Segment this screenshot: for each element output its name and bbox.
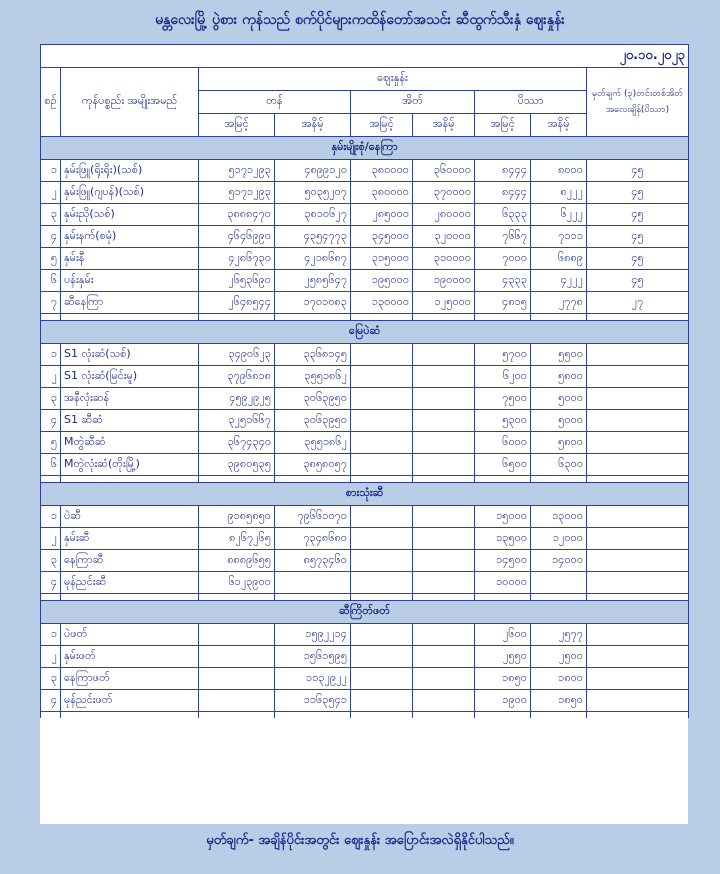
gap-cell <box>275 594 351 601</box>
price-cell: ၁၉၀၀၀၀ <box>413 270 475 292</box>
gap-cell <box>61 712 199 719</box>
item-name: ပဲဖတ် <box>61 624 199 646</box>
price-cell: ၆၂၂၂ <box>531 204 587 226</box>
price-cell: ၁၄၅၀၀ <box>475 550 531 572</box>
price-cell: ၂၈၅၀၀၀ <box>351 204 413 226</box>
gap-cell <box>41 476 61 483</box>
gap-cell <box>413 712 475 719</box>
price-cell: ၃၀၆၃၉၅၀ <box>275 388 351 410</box>
item-name: အနီလုံးဆန် <box>61 388 199 410</box>
table-row <box>41 528 689 550</box>
price-cell: ၅၀၀၀ <box>531 388 587 410</box>
item-name: S1 ဆီဆံ <box>61 410 199 432</box>
remark-cell <box>587 550 689 572</box>
price-cell: ၃၁၀၀၀၀ <box>413 248 475 270</box>
price-cell: ၅၀၃၅၂၀၇ <box>275 182 351 204</box>
price-cell: ၅၅၀၀ <box>531 344 587 366</box>
price-cell: ၁၉၅၀၀၀ <box>351 270 413 292</box>
price-cell: ၈၄၄၄ <box>475 182 531 204</box>
price-cell: ၁၅၉၂၂၁၄ <box>275 624 351 646</box>
remark-cell <box>587 344 689 366</box>
remark-cell: ၄၅ <box>587 204 689 226</box>
price-cell: ၃၈၈၈၄၇၀ <box>199 204 275 226</box>
table-row <box>41 646 689 668</box>
remark-cell: ၄၅ <box>587 248 689 270</box>
price-cell: ၂၅၈၅၆၄၇ <box>275 270 351 292</box>
remark-cell <box>587 690 689 712</box>
gap-cell <box>275 314 351 321</box>
item-name: နေကြာဖတ် <box>61 668 199 690</box>
price-cell: ၈၈၈၉၆၅၅ <box>199 550 275 572</box>
row-number: ၃ <box>41 388 61 410</box>
remark-cell <box>587 506 689 528</box>
item-name: နှမ်းဖတ် <box>61 646 199 668</box>
item-name: Mတွဲလုံးဆံ(တိုးမြို့) <box>61 454 199 476</box>
price-cell: ၇၁၁၁ <box>531 226 587 248</box>
price-cell: ၄၅၉၂၉၂၅ <box>199 388 275 410</box>
gap-cell <box>199 594 275 601</box>
price-cell <box>413 366 475 388</box>
price-cell: ၂၆၄၈၅၄၄ <box>199 292 275 314</box>
section-gap <box>41 476 689 483</box>
price-cell: ၃၈၀၀၀၀ <box>351 182 413 204</box>
report-date: ၂၀.၁၀.၂၀၂၃ <box>41 45 689 68</box>
item-name: ပဲဆီ <box>61 506 199 528</box>
price-cell: ၃၂၀၀၀၀ <box>413 226 475 248</box>
remark-cell: ၂၇ <box>587 292 689 314</box>
price-cell <box>351 410 413 432</box>
header-remark: မှတ်ချက် (၃)တင်းတစ်အိတ် အလေးချိန်(ပိဿာ) <box>587 68 689 137</box>
row-number: ၄ <box>41 410 61 432</box>
price-cell <box>275 572 351 594</box>
section-gap <box>41 594 689 601</box>
price-cell <box>413 454 475 476</box>
header-item: ကုန်ပစ္စည်း အမျိုးအမည် <box>61 68 199 137</box>
header-low: အနိမ့် <box>531 114 587 137</box>
price-cell: ၅၁၇၁၂၉၃ <box>199 182 275 204</box>
row-number: ၄ <box>41 572 61 594</box>
price-cell: ၄၂၂၂ <box>531 270 587 292</box>
price-cell <box>351 690 413 712</box>
price-cell: ၄၃၃၃ <box>475 270 531 292</box>
header-high: အမြင့် <box>475 114 531 137</box>
price-cell <box>351 646 413 668</box>
header-high: အမြင့် <box>199 114 275 137</box>
gap-cell <box>41 314 61 321</box>
price-cell: ၁၄၀၀၀ <box>531 550 587 572</box>
price-cell: ၁၈၅၀ <box>531 690 587 712</box>
price-cell: ၅၁၇၁၂၉၃ <box>199 160 275 182</box>
table-row <box>41 248 689 270</box>
price-cell <box>199 624 275 646</box>
header-low: အနိမ့် <box>275 114 351 137</box>
price-cell: ၃၅၅၁၈၆၂ <box>275 366 351 388</box>
price-cell: ၁၂၀၀၀ <box>531 528 587 550</box>
gap-cell <box>41 712 61 719</box>
price-cell: ၂၈၀၀၀၀ <box>413 204 475 226</box>
price-cell: ၃၁၅၀၀၀ <box>351 248 413 270</box>
price-cell: ၆၂၀၀ <box>475 366 531 388</box>
table-row <box>41 668 689 690</box>
price-cell: ၃၄၅၀၀၀ <box>351 226 413 248</box>
price-cell: ၁၉၀၀ <box>475 690 531 712</box>
price-cell: ၂၆၀၀ <box>475 624 531 646</box>
remark-cell <box>587 388 689 410</box>
gap-cell <box>531 476 587 483</box>
table-row <box>41 550 689 572</box>
price-cell <box>413 410 475 432</box>
gap-cell <box>199 314 275 321</box>
price-cell: ၈၀၀၀ <box>531 160 587 182</box>
row-number: ၆ <box>41 454 61 476</box>
item-name: နှမ်းဖြူ(ရိုးရိုး)(သစ်) <box>61 160 199 182</box>
price-cell: ၉၁၈၅၈၅၀ <box>199 506 275 528</box>
row-number: ၂ <box>41 182 61 204</box>
table-row <box>41 506 689 528</box>
price-cell: ၆၃၃၃ <box>475 204 531 226</box>
price-cell <box>351 344 413 366</box>
section-title: စားသုံးဆီ <box>41 483 689 506</box>
table-row <box>41 454 689 476</box>
item-name: နှမ်းဖြူ(ဂျပန်)(သစ်) <box>61 182 199 204</box>
price-cell: ၇၉၆၆၁၀၇၀ <box>275 506 351 528</box>
row-number: ၂ <box>41 528 61 550</box>
remark-cell: ၄၅ <box>587 270 689 292</box>
row-number: ၇ <box>41 292 61 314</box>
table-row <box>41 226 689 248</box>
price-cell: ၁၈၅၀ <box>475 668 531 690</box>
row-number: ၆ <box>41 270 61 292</box>
table-row <box>41 344 689 366</box>
remark-cell <box>587 572 689 594</box>
table-row <box>41 182 689 204</box>
gap-cell <box>587 594 689 601</box>
gap-cell <box>275 712 351 719</box>
item-name: နေကြာဆီ <box>61 550 199 572</box>
price-cell: ၁၅၆၁၅၉၅ <box>275 646 351 668</box>
price-cell <box>413 668 475 690</box>
item-name: နှမ်းနီ <box>61 248 199 270</box>
item-name: နှမ်းနက်(စမုံ) <box>61 226 199 248</box>
gap-cell <box>587 712 689 719</box>
price-cell: ၃၇၀၀၀၀ <box>413 182 475 204</box>
price-cell: ၃၅၅၁၈၆၂ <box>275 432 351 454</box>
price-cell <box>199 690 275 712</box>
price-table-container <box>40 44 688 824</box>
price-cell <box>413 388 475 410</box>
price-cell: ၅၈၀၀ <box>531 432 587 454</box>
remark-cell: ၄၅ <box>587 182 689 204</box>
header-tin: အိတ် <box>351 91 475 114</box>
price-cell: ၃၄၉၀၆၂၃ <box>199 344 275 366</box>
gap-cell <box>41 594 61 601</box>
price-cell: ၁၁၆၃၅၄၁ <box>275 690 351 712</box>
gap-cell <box>199 712 275 719</box>
item-name: Mတွဲဆီဆံ <box>61 432 199 454</box>
table-row <box>41 204 689 226</box>
price-cell: ၁၇၀၁၀၈၃ <box>275 292 351 314</box>
gap-cell <box>475 314 531 321</box>
price-cell <box>199 646 275 668</box>
price-cell <box>413 344 475 366</box>
price-cell <box>413 572 475 594</box>
row-number: ၁ <box>41 506 61 528</box>
price-cell: ၃၀၆၃၉၅၀ <box>275 410 351 432</box>
item-name: နှမ်းဆီ <box>61 528 199 550</box>
price-cell <box>413 646 475 668</box>
price-cell: ၄၂၁၈၆၈၇ <box>275 248 351 270</box>
table-row <box>41 160 689 182</box>
price-cell: ၆၀၀၀ <box>475 432 531 454</box>
gap-cell <box>61 476 199 483</box>
row-number: ၃ <box>41 204 61 226</box>
price-cell <box>351 528 413 550</box>
price-cell <box>351 432 413 454</box>
price-cell <box>351 506 413 528</box>
price-cell <box>413 550 475 572</box>
gap-cell <box>351 314 413 321</box>
price-cell: ၇၃၄၈၆၈၀ <box>275 528 351 550</box>
gap-cell <box>199 476 275 483</box>
price-cell: ၃၃၆၈၁၄၅ <box>275 344 351 366</box>
remark-cell <box>587 646 689 668</box>
table-row <box>41 572 689 594</box>
gap-cell <box>351 594 413 601</box>
price-cell <box>413 528 475 550</box>
price-cell: ၆၅၀၀ <box>475 454 531 476</box>
section-header <box>41 321 689 344</box>
price-cell: ၃၆၀၀၀၀ <box>413 160 475 182</box>
page-title: မန္တလေးမြို့ ပွဲစား ကုန်သည် စက်ပိုင်များကထိန်တော်အသင်း ဆီထွက်သီးနှံ ဈေးနှုန်း <box>155 12 565 28</box>
footer-note: မှတ်ချက်- အချိန်ပိုင်းအတွင်း ဈေးနှုန်း အပြောင်းအလဲရှိနိုင်ပါသည်။ <box>206 833 514 848</box>
price-cell <box>351 572 413 594</box>
section-title: ဆီကြိတ်ဖတ် <box>41 601 689 624</box>
price-cell: ၂၇၇၈ <box>531 292 587 314</box>
gap-cell <box>413 594 475 601</box>
price-cell: ၅၀၀၀ <box>531 410 587 432</box>
section-title: နှမ်းမျိုးစုံ/နေကြာ <box>41 137 689 160</box>
price-cell: ၁၈၀၀ <box>531 668 587 690</box>
price-cell <box>531 572 587 594</box>
table-row <box>41 410 689 432</box>
price-cell: ၂၅၇၇ <box>531 624 587 646</box>
item-name: နှမ်းညို(သစ်) <box>61 204 199 226</box>
gap-cell <box>475 712 531 719</box>
price-cell <box>351 668 413 690</box>
header-prices: ဈေးနှုန်း <box>199 68 587 91</box>
gap-cell <box>351 476 413 483</box>
price-cell: ၈၄၄၄ <box>475 160 531 182</box>
remark-cell <box>587 432 689 454</box>
item-name: S1 လုံးဆံ(သစ်) <box>61 344 199 366</box>
item-name: ဆီနေကြာ <box>61 292 199 314</box>
price-cell: ၁၃၀၀၀၀ <box>351 292 413 314</box>
section-gap <box>41 712 689 719</box>
price-cell <box>351 550 413 572</box>
row-number: ၄ <box>41 690 61 712</box>
price-cell: ၁၃၅၀၀ <box>475 528 531 550</box>
price-cell: ၄၈၁၅ <box>475 292 531 314</box>
price-cell: ၅၈၀၀ <box>531 366 587 388</box>
price-cell: ၄၃၅၄၇၇၃ <box>275 226 351 248</box>
table-row <box>41 432 689 454</box>
price-sheet <box>10 6 710 868</box>
header-ton: တန် <box>199 91 351 114</box>
price-cell: ၃၉၈၀၅၃၅ <box>199 454 275 476</box>
header-high: အမြင့် <box>351 114 413 137</box>
price-cell: ၃၈၅၈၀၅၇ <box>275 454 351 476</box>
remark-cell <box>587 668 689 690</box>
header-no: စဉ် <box>41 68 61 137</box>
table-row <box>41 292 689 314</box>
item-name: မုန်ညင်းဆီ <box>61 572 199 594</box>
price-cell <box>351 624 413 646</box>
price-cell: ၄၈၉၉၁၂၀ <box>275 160 351 182</box>
price-cell: ၇၀၀၀ <box>475 248 531 270</box>
price-cell <box>199 668 275 690</box>
gap-cell <box>531 594 587 601</box>
section-title: မြေပဲဆံ <box>41 321 689 344</box>
gap-cell <box>587 314 689 321</box>
price-cell: ၄၆၄၆၉၉၀ <box>199 226 275 248</box>
gap-cell <box>531 314 587 321</box>
price-cell: ၅၃၀၀ <box>475 410 531 432</box>
gap-cell <box>275 476 351 483</box>
gap-cell <box>61 594 199 601</box>
table-row <box>41 366 689 388</box>
row-number: ၁ <box>41 160 61 182</box>
item-name: S1 လုံးဆံ(မြင်းမူ) <box>61 366 199 388</box>
price-cell: ၃၂၅၁၆၆၇ <box>199 410 275 432</box>
price-cell: ၁၁၃၂၉၂၂ <box>275 668 351 690</box>
header-viss: ပိဿာ <box>475 91 587 114</box>
table-row <box>41 624 689 646</box>
table-row <box>41 690 689 712</box>
item-name: ပန်းနှမ်း <box>61 270 199 292</box>
remark-cell <box>587 624 689 646</box>
gap-cell <box>475 476 531 483</box>
price-cell: ၁၂၅၀၀၀ <box>413 292 475 314</box>
row-number: ၃ <box>41 668 61 690</box>
price-cell: ၈၂၆၇၂၆၅ <box>199 528 275 550</box>
price-cell: ၂၅၀၀ <box>531 646 587 668</box>
section-header <box>41 483 689 506</box>
table-row <box>41 270 689 292</box>
price-cell: ၂၅၅၀ <box>475 646 531 668</box>
price-cell <box>351 454 413 476</box>
price-cell: ၃၈၀၀၀၀ <box>351 160 413 182</box>
remark-cell <box>587 366 689 388</box>
gap-cell <box>61 314 199 321</box>
price-cell: ၇၅၀၀ <box>475 388 531 410</box>
section-header <box>41 137 689 160</box>
row-number: ၁ <box>41 344 61 366</box>
remark-cell <box>587 454 689 476</box>
gap-cell <box>587 476 689 483</box>
section-gap <box>41 314 689 321</box>
gap-cell <box>351 712 413 719</box>
header-low: အနိမ့် <box>413 114 475 137</box>
row-number: ၅ <box>41 248 61 270</box>
row-number: ၂ <box>41 366 61 388</box>
price-cell: ၆၃၀၀ <box>531 454 587 476</box>
price-cell: ၁၅၀၀၀ <box>475 506 531 528</box>
price-cell: ၄၂၈၆၇၃၀ <box>199 248 275 270</box>
price-cell: ၃၇၉၆၈၁၈ <box>199 366 275 388</box>
row-number: ၄ <box>41 226 61 248</box>
price-cell: ၃၆၇၄၃၄၀ <box>199 432 275 454</box>
section-header <box>41 601 689 624</box>
price-cell <box>413 432 475 454</box>
gap-cell <box>413 314 475 321</box>
price-cell: ၁၃၀၀၀ <box>531 506 587 528</box>
row-number: ၃ <box>41 550 61 572</box>
price-table <box>40 44 689 718</box>
remark-cell <box>587 528 689 550</box>
price-cell: ၇၆၆၇ <box>475 226 531 248</box>
price-cell <box>413 506 475 528</box>
price-cell <box>351 366 413 388</box>
row-number: ၁ <box>41 624 61 646</box>
price-cell: ၁၀၀၀၀ <box>475 572 531 594</box>
price-cell: ၆၁၂၃၉၀၀ <box>199 572 275 594</box>
remark-cell: ၄၅ <box>587 226 689 248</box>
price-cell <box>413 624 475 646</box>
row-number: ၂ <box>41 646 61 668</box>
table-row <box>41 388 689 410</box>
item-name: မုန်ညင်းဖတ် <box>61 690 199 712</box>
price-cell: ၅၇၀၀ <box>475 344 531 366</box>
price-cell: ၃၈၁၀၆၂၇ <box>275 204 351 226</box>
gap-cell <box>475 594 531 601</box>
remark-cell <box>587 410 689 432</box>
row-number: ၅ <box>41 432 61 454</box>
price-cell <box>413 690 475 712</box>
gap-cell <box>531 712 587 719</box>
price-cell: ၂၆၅၃၆၉၀ <box>199 270 275 292</box>
price-cell: ၆၈၈၉ <box>531 248 587 270</box>
price-cell: ၈၅၇၃၄၆၀ <box>275 550 351 572</box>
price-cell: ၈၂၂၂ <box>531 182 587 204</box>
gap-cell <box>413 476 475 483</box>
price-cell <box>351 388 413 410</box>
remark-cell: ၄၅ <box>587 160 689 182</box>
